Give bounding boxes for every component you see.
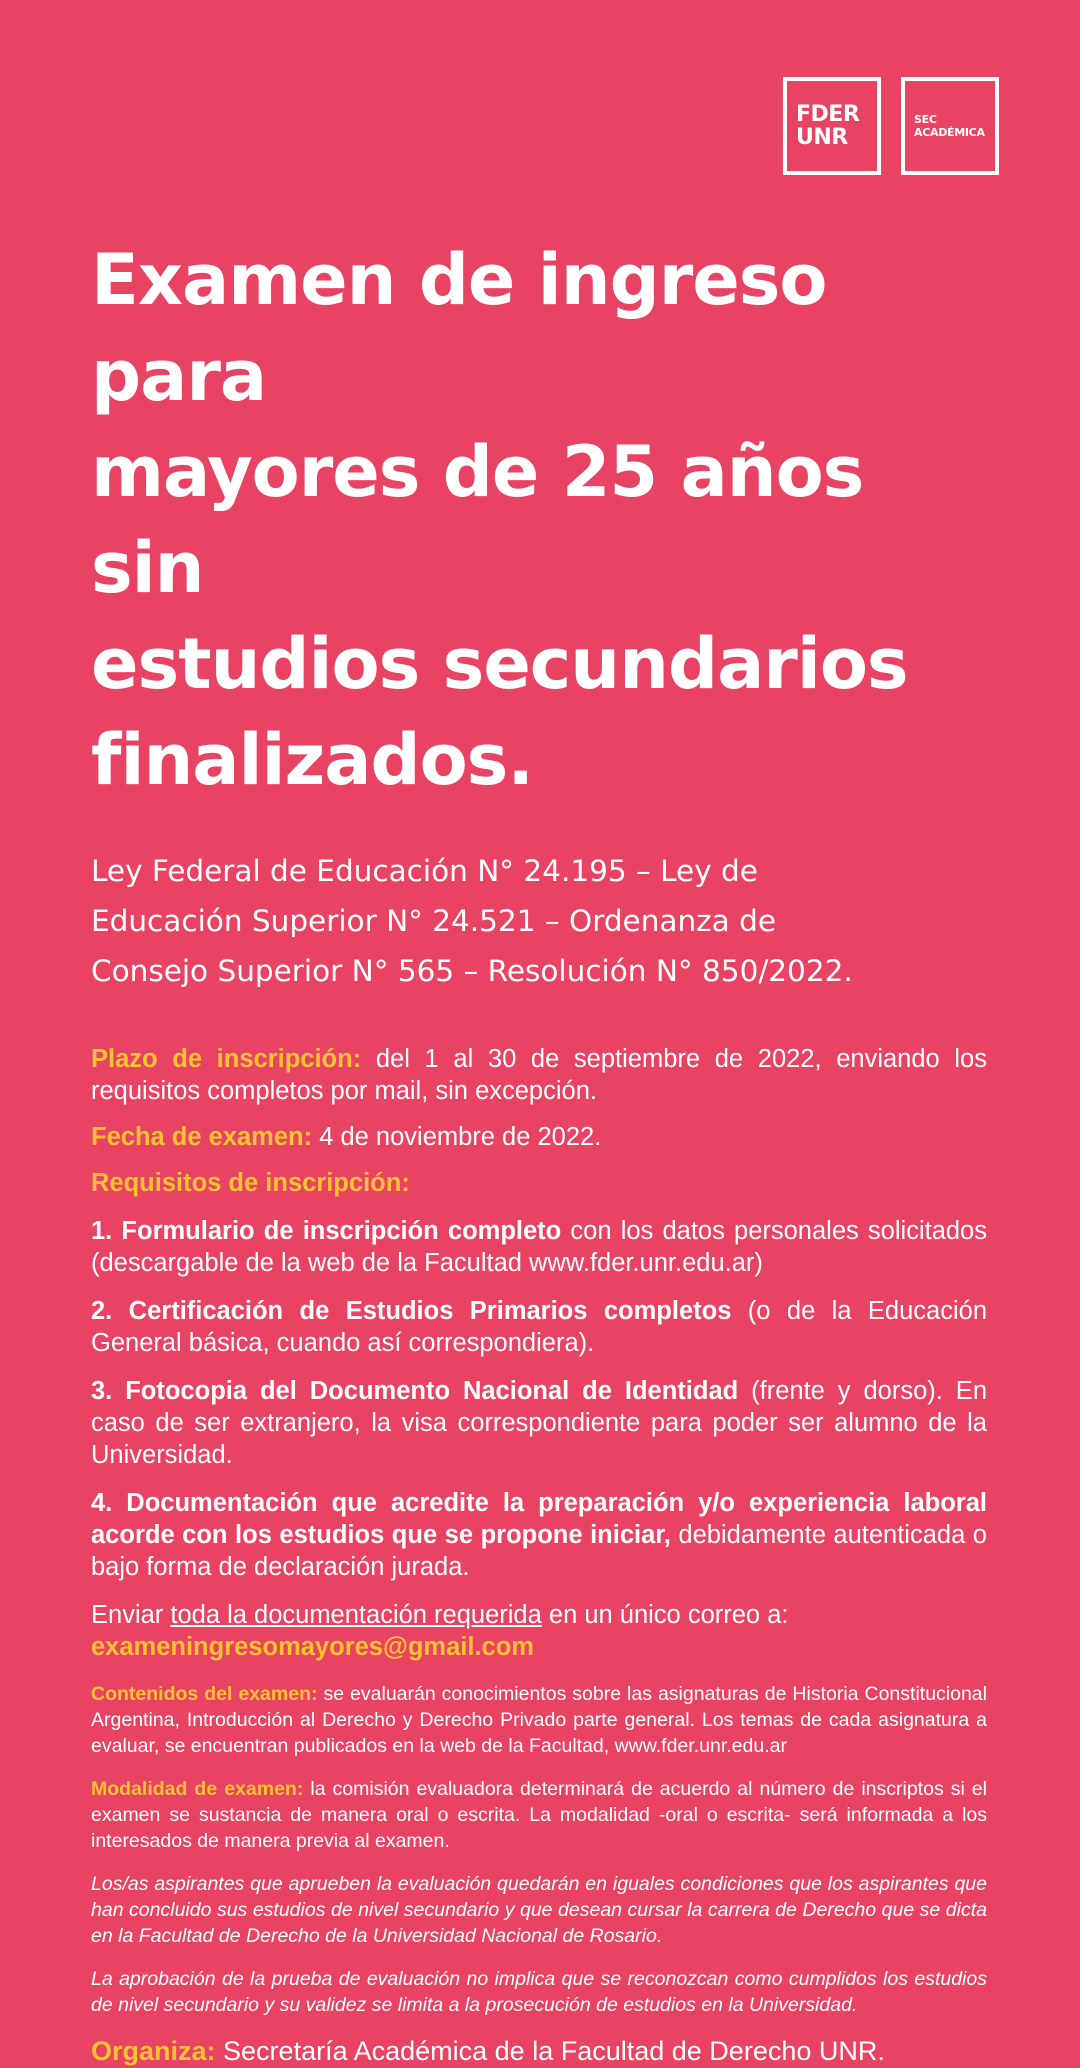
- requisito-item: [91, 1295, 987, 1359]
- email-address[interactable]: exameningresomayores@gmail.com: [91, 1633, 534, 1661]
- enviar-underlined: toda la documentación requerida: [170, 1601, 542, 1629]
- logo-fder-line2: UNR: [796, 125, 848, 150]
- logo-fder-line1: FDER: [796, 102, 860, 127]
- requisito-text: (o de la Educación General básica, cuando así correspondiera).: [91, 1297, 988, 1357]
- requisito-title: 3. Fotocopia del Documento Nacional de Identidad: [91, 1377, 739, 1405]
- nota-condiciones: Los/as aspirantes que aprueben la evaluación quedarán en iguales condiciones que los aspirantes que han concluido sus estudios de nivel secundario y que desean cursar la carrera de Derecho que se dicta en la Facultad de Derecho de la Universidad Nacional de Rosario.: [91, 1873, 987, 1947]
- organiza: [91, 2034, 987, 2068]
- requisito-item: [91, 1215, 987, 1279]
- modalidad-label: Modalidad de examen:: [91, 1778, 304, 1800]
- requisitos-label: Requisitos de inscripción:: [91, 1169, 410, 1197]
- logo-sec-line1: SEC: [914, 113, 937, 126]
- title-line: mayores de 25 años sin: [91, 431, 864, 609]
- contenidos-text: se evaluarán conocimientos sobre las asignaturas de Historia Constitucional Argentina, Introducción al Derecho y Derecho Privado parte general. Los temas de cada asignatura a evaluar, se encuentran publicados en la web de la Facultad, www.fder.unr.edu.ar: [91, 1683, 987, 1757]
- plazo-label: Plazo de inscripción:: [91, 1045, 362, 1073]
- sec-academica-logo: [901, 77, 999, 175]
- plazo-text: del 1 al 30 de septiembre de 2022, enviando los requisitos completos por mail, sin excepción.: [91, 1045, 987, 1105]
- title-line: estudios secundarios: [91, 623, 908, 705]
- subtitle-line: Educación Superior N° 24.521 – Ordenanza de: [91, 904, 776, 938]
- legal-subtitle: [91, 846, 987, 996]
- fecha-label: Fecha de examen:: [91, 1123, 313, 1151]
- requisito-item: [91, 1375, 987, 1471]
- subtitle-line: Consejo Superior N° 565 – Resolución N° 850/2022.: [91, 954, 853, 988]
- organiza-text: Secretaría Académica de la Facultad de Derecho UNR.: [215, 2036, 885, 2066]
- requisito-item: [91, 1487, 987, 1583]
- fecha-examen: [91, 1121, 987, 1153]
- requisito-title: 2. Certificación de Estudios Primarios completos: [91, 1297, 732, 1325]
- subtitle-line: Ley Federal de Educación N° 24.195 – Ley de: [91, 854, 758, 888]
- requisito-title: 4. Documentación que acredite la preparación y/o experiencia laboral acorde con los estudios que se propone iniciar,: [91, 1489, 987, 1549]
- enviar-instrucciones: [91, 1599, 987, 1663]
- plazo-inscripcion: [91, 1043, 987, 1107]
- requisito-text: debidamente autenticada o bajo forma de declaración jurada.: [91, 1521, 987, 1581]
- requisitos-heading: [91, 1167, 987, 1199]
- contenidos-examen: [91, 1681, 987, 1759]
- requisito-text: (frente y dorso). En caso de ser extranjero, la visa correspondiente para poder ser alumno de la Universidad.: [91, 1377, 987, 1469]
- modalidad-text: la comisión evaluadora determinará de acuerdo al número de inscriptos si el examen se sustancia de manera oral o escrita. La modalidad -oral o escrita- será informada a los interesados de manera previa al examen.: [91, 1778, 987, 1852]
- logo-sec-line2: ACADÉMICA: [914, 126, 985, 139]
- title-line: Examen de ingreso para: [91, 239, 827, 417]
- contenidos-label: Contenidos del examen:: [91, 1683, 318, 1705]
- requisito-title: 1. Formulario de inscripción completo: [91, 1217, 562, 1245]
- enviar-post: en un único correo a:: [541, 1601, 789, 1629]
- modalidad-examen: [91, 1776, 987, 1854]
- organiza-label: Organiza:: [91, 2036, 216, 2066]
- enviar-pre: Enviar: [91, 1601, 171, 1629]
- requisito-text: con los datos personales solicitados (descargable de la web de la Facultad www.fder.unr.edu.ar): [91, 1217, 987, 1277]
- fecha-text: 4 de noviembre de 2022.: [312, 1123, 602, 1151]
- title-line: finalizados.: [91, 719, 533, 801]
- main-content: [91, 232, 987, 2068]
- page-title: [91, 232, 987, 808]
- logos: [783, 77, 999, 175]
- fder-unr-logo: [783, 77, 881, 175]
- nota-validez: La aprobación de la prueba de evaluación no implica que se reconozcan como cumplidos los estudios de nivel secundario y su validez se limita a la prosecución de estudios en la Universidad.: [91, 1968, 987, 2016]
